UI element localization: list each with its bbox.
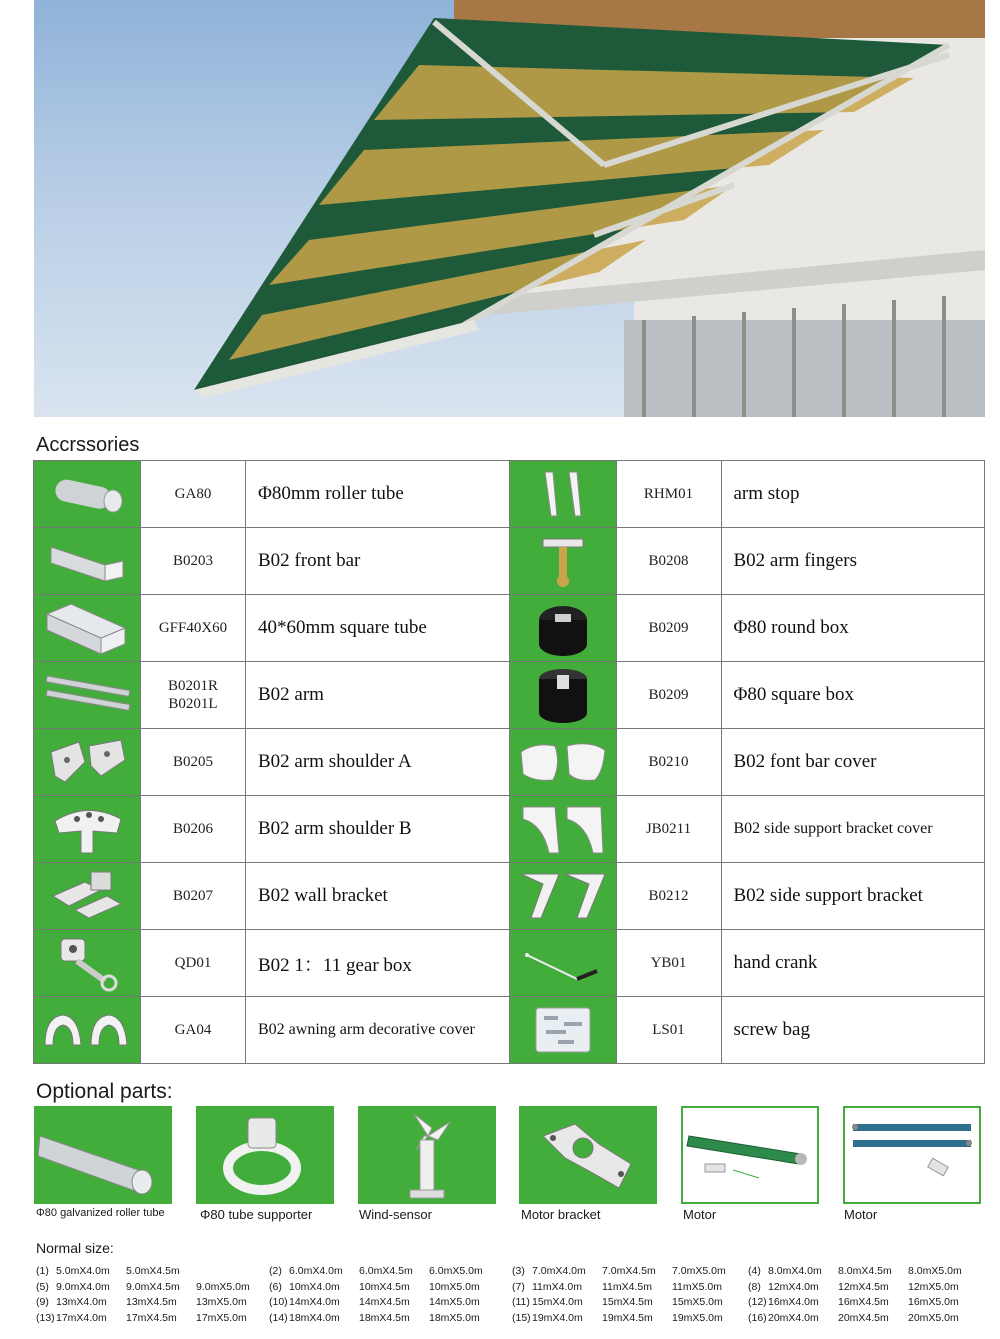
size-value: 20mX4.5m [838,1311,889,1324]
optional-part-label: Motor [844,1207,878,1222]
size-value: 17mX5.0m [196,1311,247,1324]
table-row [34,930,985,997]
part-code [141,662,246,729]
size-value: 10mX4.5m [359,1280,410,1293]
arm-shoulder-a-icon [34,729,141,796]
size-value: 12mX4.0m [768,1280,819,1293]
size-number: (9) [36,1296,49,1308]
size-value: 19mX4.5m [602,1311,653,1324]
size-value: 16mX4.0m [768,1296,819,1308]
size-value: 13mX4.0m [56,1296,107,1308]
size-number: (7) [512,1280,525,1293]
round-box-icon [509,595,616,662]
table-row [34,796,985,863]
size-value: 13mX5.0m [196,1296,247,1308]
size-value: 15mX4.0m [532,1296,583,1308]
part-description: hand crank [721,930,985,997]
size-number: (12) [748,1296,767,1308]
part-description: B02 font bar cover [721,729,985,796]
size-value: 11mX5.0m [672,1280,722,1293]
size-value: 9.0mX5.0m [196,1280,250,1293]
galvanized-tube-icon [34,1106,172,1204]
side-support-bracket-icon [509,863,616,930]
size-number: (6) [269,1280,282,1293]
motor-icon [681,1106,819,1204]
arm-shoulder-b-icon [34,796,141,863]
size-value: 8.0mX5.0m [908,1265,962,1277]
optional-part-label: Wind-sensor [359,1207,432,1222]
arm-stop-icon [509,461,616,528]
motor-pair-icon [843,1106,981,1204]
size-number: (14) [269,1311,288,1324]
optional-part-label: Motor [683,1207,717,1222]
size-value: 20mX5.0m [908,1311,959,1324]
decorative-cover-icon [34,997,141,1064]
size-number: (15) [512,1311,531,1324]
square-box-icon [509,662,616,729]
table-row [34,528,985,595]
size-value: 12mX5.0m [908,1280,959,1293]
arm-fingers-icon [509,528,616,595]
size-value: 17mX4.0m [56,1311,107,1324]
size-value: 8.0mX4.5m [838,1265,892,1277]
optional-part-label: Φ80 tube supporter [200,1207,313,1222]
size-number: (4) [748,1265,761,1277]
part-description: B02 awning arm decorative cover [246,997,510,1064]
part-code: B0212 [616,863,721,930]
size-value: 18mX5.0m [429,1311,480,1324]
part-code: B0209 [616,662,721,729]
part-description: B02 arm shoulder B [246,796,510,863]
part-description: B02 front bar [246,528,510,595]
size-number: (8) [748,1280,761,1293]
table-row [34,729,985,796]
part-code: QD01 [141,930,246,997]
size-number: (1) [36,1265,49,1277]
size-value: 7.0mX4.0m [532,1265,586,1277]
part-code-line: B0201L [168,696,218,712]
part-description: 40*60mm square tube [246,595,510,662]
part-code: GA80 [141,461,246,528]
size-value: 15mX5.0m [672,1296,723,1308]
hero-awning-photo [34,0,985,417]
table-row [34,863,985,930]
size-value: 5.0mX4.0m [56,1265,110,1277]
optional-part-label: Motor bracket [521,1207,601,1222]
part-code: B0203 [141,528,246,595]
part-code: B0206 [141,796,246,863]
size-value: 10mX5.0m [429,1280,480,1293]
part-code: B0210 [616,729,721,796]
size-number: (3) [512,1265,525,1277]
size-number: (16) [748,1311,767,1324]
part-description: B02 arm [246,662,510,729]
size-value: 6.0mX5.0m [429,1265,483,1277]
size-value: 16mX4.5m [838,1296,889,1308]
optional-part-label: Φ80 galvanized roller tube [36,1207,165,1219]
part-code-line: B0201R [167,678,218,694]
size-value: 7.0mX5.0m [672,1265,726,1277]
table-row [34,662,985,729]
size-value: 6.0mX4.0m [289,1265,343,1277]
part-code: LS01 [616,997,721,1064]
size-value: 12mX4.5m [838,1280,889,1293]
size-value: 10mX4.0m [289,1280,340,1293]
size-number: (11) [512,1296,530,1308]
part-code: B0209 [616,595,721,662]
part-code: B0207 [141,863,246,930]
part-description: B02 arm shoulder A [246,729,510,796]
size-value: 5.0mX4.5m [126,1265,180,1277]
screw-bag-icon [509,997,616,1064]
side-bracket-cover-icon [509,796,616,863]
table-row [34,997,985,1064]
part-description: B02 1：11 gear box [246,930,510,997]
size-value: 6.0mX4.5m [359,1265,413,1277]
part-description: B02 side support bracket [721,863,985,930]
size-value: 16mX5.0m [908,1296,959,1308]
square-tube-icon [34,595,141,662]
hand-crank-icon [509,930,616,997]
size-value: 9.0mX4.5m [126,1280,180,1293]
normal-size-heading: Normal size: [36,1240,114,1256]
part-code: B0208 [616,528,721,595]
size-value: 20mX4.0m [768,1311,819,1324]
size-value: 19mX4.0m [532,1311,583,1324]
motor-bracket-icon [519,1106,657,1204]
size-number: (2) [269,1265,282,1277]
size-value: 19mX5.0m [672,1311,723,1324]
size-value: 7.0mX4.5m [602,1265,656,1277]
front-bar-icon [34,528,141,595]
size-value: 14mX4.0m [289,1296,340,1308]
part-description: B02 arm fingers [721,528,985,595]
part-description: B02 side support bracket cover [721,796,985,863]
size-number: (10) [269,1296,288,1308]
size-value: 8.0mX4.0m [768,1265,822,1277]
roller-tube-icon [34,461,141,528]
part-code: RHM01 [616,461,721,528]
part-description: screw bag [721,997,985,1064]
part-code: GA04 [141,997,246,1064]
size-value: 11mX4.5m [602,1280,652,1293]
part-description: B02 wall bracket [246,863,510,930]
part-code: GFF40X60 [141,595,246,662]
part-description: Φ80mm roller tube [246,461,510,528]
part-description: Φ80 round box [721,595,985,662]
size-value: 13mX4.5m [126,1296,177,1308]
part-description: Φ80 square box [721,662,985,729]
part-code: JB0211 [616,796,721,863]
optional-parts-heading: Optional parts: [36,1080,173,1103]
part-description: arm stop [721,461,985,528]
table-row [34,595,985,662]
wall-bracket-icon [34,863,141,930]
size-value: 18mX4.5m [359,1311,410,1324]
arm-icon [34,662,141,729]
table-row [34,461,985,528]
size-number: (5) [36,1280,49,1293]
accessories-table [33,460,985,1064]
size-value: 11mX4.0m [532,1280,582,1293]
part-code: YB01 [616,930,721,997]
size-value: 18mX4.0m [289,1311,340,1324]
gear-box-icon [34,930,141,997]
size-number: (13) [36,1311,55,1324]
size-value: 14mX4.5m [359,1296,410,1308]
size-value: 17mX4.5m [126,1311,177,1324]
accessories-heading: Accrssories [36,434,140,456]
part-code: B0205 [141,729,246,796]
size-value: 9.0mX4.0m [56,1280,110,1293]
font-bar-cover-icon [509,729,616,796]
size-value: 15mX4.5m [602,1296,653,1308]
awning-illustration [34,0,985,417]
wind-sensor-icon [358,1106,496,1204]
tube-supporter-icon [196,1106,334,1204]
size-value: 14mX5.0m [429,1296,480,1308]
